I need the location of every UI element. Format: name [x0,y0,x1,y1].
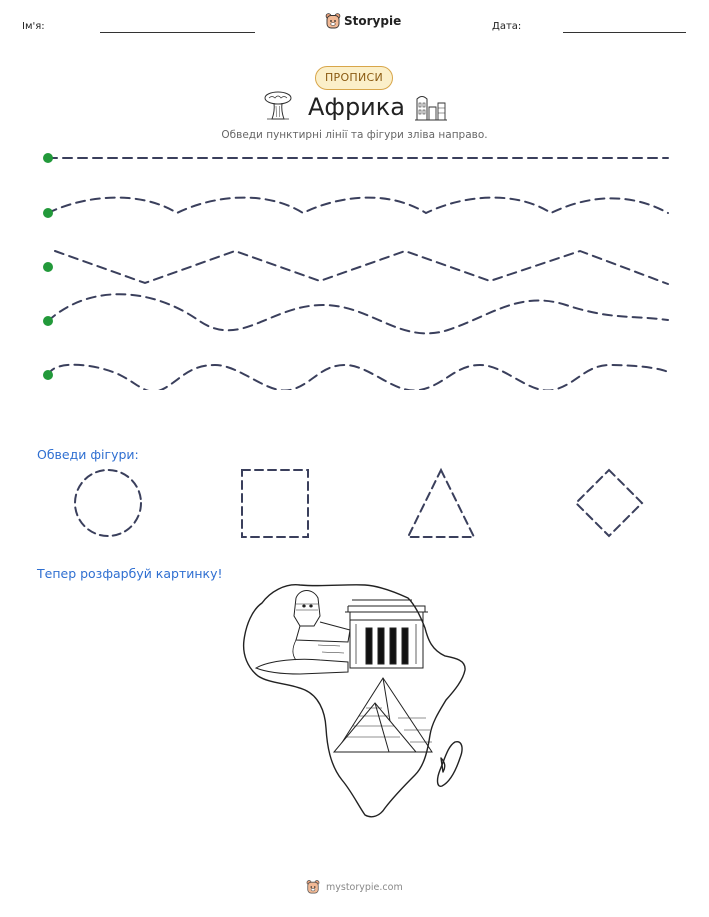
start-dot [43,153,53,163]
tracing-line[interactable] [48,198,668,213]
tracing-lines-area [0,140,709,390]
africa-map-coloring-icon[interactable] [240,578,470,820]
trace-square[interactable] [242,470,308,537]
tracing-line[interactable] [48,365,668,390]
brand-logo [325,12,401,30]
trace-circle[interactable] [75,470,141,536]
shapes-area [0,460,709,550]
start-dot [43,208,53,218]
date-field[interactable] [563,32,686,33]
instruction-text: Обведи пунктирні лінії та фігури зліва направо. [221,129,488,141]
start-dot [43,262,53,272]
storypie-bear-icon [325,12,341,30]
worksheet-badge: ПРОПИСИ [315,66,393,90]
shapes-section-label: Обведи фігури: [37,447,139,462]
date-label: Дата: [492,21,522,32]
trace-triangle[interactable] [408,470,474,537]
tracing-line[interactable] [55,251,668,284]
brand-name: Storypie [344,14,402,28]
ancient-ruins-icon [414,91,448,121]
footer-url[interactable]: mystorypie.com [326,881,403,893]
coloring-section-label: Тепер розфарбуй картинку! [37,566,223,581]
baobab-tree-icon [262,89,294,121]
start-dot [43,370,53,380]
footer [306,879,403,895]
tracing-line[interactable] [48,294,668,333]
name-field[interactable] [100,32,255,33]
trace-diamond[interactable] [576,470,642,536]
storypie-bear-icon [306,879,320,895]
page-title: Африка [308,93,405,121]
start-dot [43,316,53,326]
name-label: Ім'я: [22,21,45,32]
